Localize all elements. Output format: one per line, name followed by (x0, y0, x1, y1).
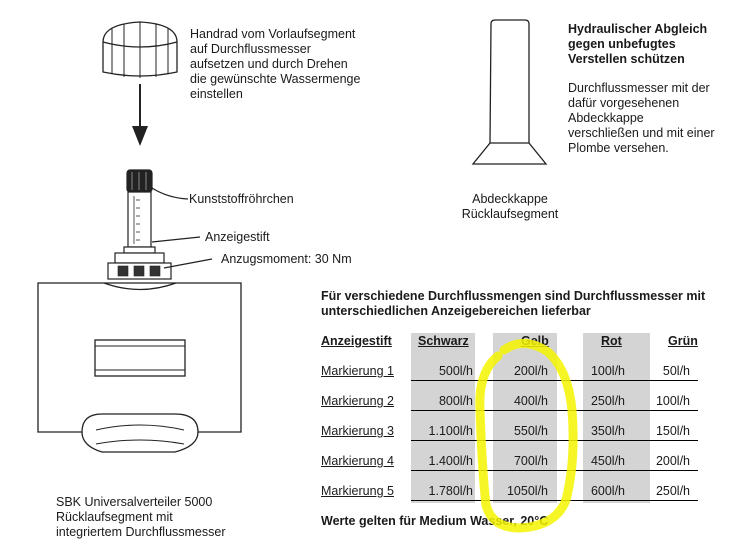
header-cell: Anzeigestift (321, 334, 392, 348)
cell-schwarz: 1.780l/h (428, 484, 473, 498)
row-divider (411, 500, 698, 501)
handwheel-drawing (103, 22, 177, 78)
hydraulic-heading (568, 22, 707, 67)
cell-gruen: 150l/h (655, 424, 690, 438)
cell-rot: 450l/h (590, 454, 625, 468)
row-label: Markierung 4 (321, 454, 394, 468)
caption-line: SBK Universalverteiler 5000 (56, 495, 213, 509)
caption-line: auf Durchflussmesser (190, 42, 311, 56)
cell-schwarz: 800l/h (438, 394, 473, 408)
body-line: Durchflussmesser mit der (568, 81, 710, 95)
cell-rot: 350l/h (590, 424, 625, 438)
caption-line: Rücklaufsegment mit (56, 510, 173, 524)
label-pin: Anzeigestift (205, 230, 270, 244)
cell-gelb: 400l/h (513, 394, 548, 408)
cell-gelb: 200l/h (513, 364, 548, 378)
caption-line: einstellen (190, 87, 243, 101)
shade-col-gelb (493, 333, 557, 503)
cell-rot: 600l/h (590, 484, 625, 498)
body-line: verschließen und mit einer (568, 126, 715, 140)
header-cell: Gelb (521, 334, 549, 348)
cell-schwarz: 1.100l/h (428, 424, 473, 438)
caption-line: Handrad vom Vorlaufsegment (190, 27, 356, 41)
row-divider (411, 410, 698, 411)
caption-line: Abdeckkappe (472, 192, 548, 206)
label-tube: Kunststoffröhrchen (189, 192, 294, 206)
heading-line: Hydraulischer Abgleich (568, 22, 708, 36)
header-cell: Rot (601, 334, 622, 348)
header-cell: Schwarz (418, 334, 469, 348)
cell-rot: 250l/h (590, 394, 625, 408)
bottom-caption (56, 495, 226, 540)
row-label: Markierung 5 (321, 484, 394, 498)
cell-schwarz: 1.400l/h (428, 454, 473, 468)
cell-gelb: 550l/h (513, 424, 548, 438)
cell-gruen: 250l/h (655, 484, 690, 498)
heading-line: gegen unbefugtes (568, 37, 676, 51)
label-torque: Anzugsmoment: 30 Nm (221, 252, 352, 266)
cell-rot: 100l/h (590, 364, 625, 378)
caption-line: Rücklaufsegment (461, 207, 559, 221)
row-divider (411, 470, 698, 471)
body-line: dafür vorgesehenen (568, 96, 680, 110)
flow-meter-drawing (108, 170, 171, 279)
down-arrow (132, 84, 148, 146)
title-line: Für verschiedene Durchflussmengen sind Durchflussmesser mit (321, 289, 706, 303)
table-title (321, 289, 705, 319)
title-line: unterschiedlichen Anzeigebereichen lieferbar (321, 304, 591, 318)
body-line: Abdeckkappe (568, 111, 644, 125)
cell-gruen: 50l/h (662, 364, 690, 378)
shade-col-schwarz (411, 333, 475, 503)
hydraulic-body (568, 81, 715, 156)
cell-gruen: 100l/h (655, 394, 690, 408)
row-divider (411, 440, 698, 441)
cover-cap-drawing (473, 20, 546, 164)
cell-gelb: 700l/h (513, 454, 548, 468)
shade-col-rot (583, 333, 650, 503)
row-divider (411, 380, 698, 381)
body-line: Plombe versehen. (568, 141, 669, 155)
cap-caption (458, 192, 562, 222)
cell-gelb: 1050l/h (506, 484, 548, 498)
caption-line: aufsetzen und durch Drehen (190, 57, 348, 71)
caption-line: integriertem Durchflussmesser (56, 525, 226, 539)
row-label: Markierung 3 (321, 424, 394, 438)
header-cell: Grün (668, 334, 698, 348)
caption-line: die gewünschte Wassermenge (190, 72, 361, 86)
distributor-body (38, 283, 241, 452)
table-footer: Werte gelten für Medium Wasser, 20°C (321, 514, 549, 528)
row-label: Markierung 2 (321, 394, 394, 408)
handwheel-caption (190, 27, 360, 102)
cell-gruen: 200l/h (655, 454, 690, 468)
heading-line: Verstellen schützen (568, 52, 685, 66)
row-label: Markierung 1 (321, 364, 394, 378)
cell-schwarz: 500l/h (438, 364, 473, 378)
